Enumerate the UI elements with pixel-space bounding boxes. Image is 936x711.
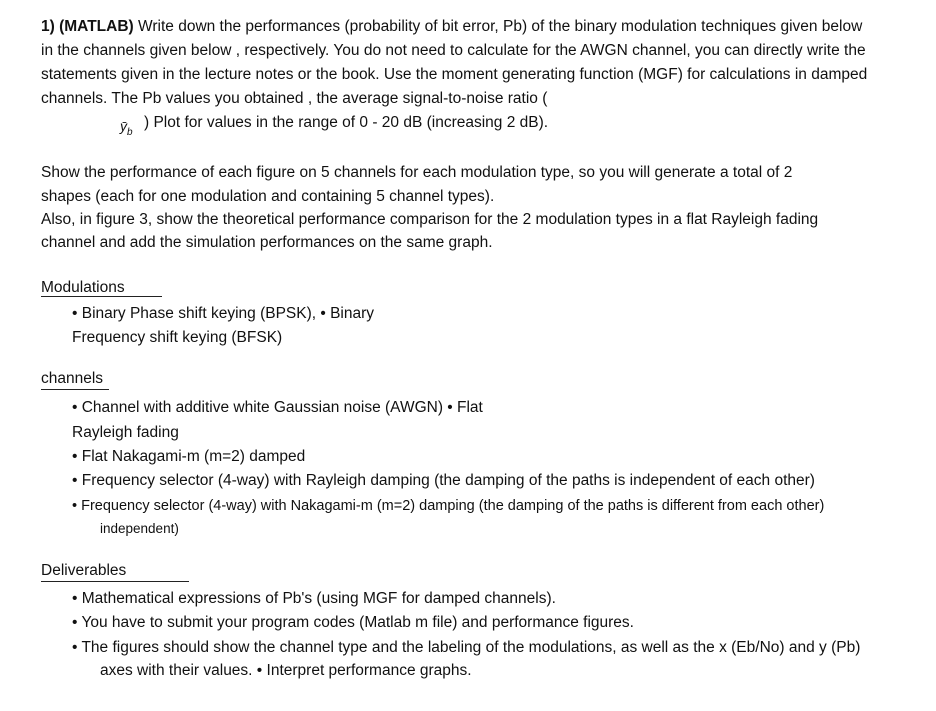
paragraph2-line-4: channel and add the simulation performances on the same graph.	[41, 234, 493, 251]
avg-snr-symbol	[120, 116, 133, 143]
channels-line-2: Rayleigh fading	[72, 424, 179, 441]
question-prefix: 1) (MATLAB)	[41, 18, 134, 35]
question-line-3: statements given in the lecture notes or the book. Use the moment generating function (MGF) for calculations in damped	[41, 66, 868, 83]
question-line-2: in the channels given below , respectively. You do not need to calculate for the AWGN channel, you can directly write the	[41, 42, 866, 59]
channels-underline	[41, 389, 109, 390]
paragraph2-line-2: shapes (each for one modulation and containing 5 channel types).	[41, 188, 495, 205]
paragraph2-line-3: Also, in figure 3, show the theoretical performance comparison for the 2 modulation types in a flat Rayleigh fading	[41, 211, 819, 228]
modulations-line-1: • Binary Phase shift keying (BPSK), • Binary	[72, 305, 375, 322]
channels-line-3: • Flat Nakagami-m (m=2) damped	[72, 448, 306, 465]
deliverables-line-3: • The figures should show the channel type and the labeling of the modulations, as well as the x (Eb/No) and y (Pb)	[72, 639, 861, 656]
channels-heading: channels	[41, 370, 104, 387]
deliverables-line-2: • You have to submit your program codes (Matlab m file) and performance figures.	[72, 614, 634, 631]
modulations-underline	[41, 296, 162, 297]
channels-line-1: • Channel with additive white Gaussian noise (AWGN) • Flat	[72, 399, 483, 416]
deliverables-underline	[41, 581, 189, 582]
question-line-4: channels. The Pb values you obtained , the average signal-to-noise ratio (	[41, 90, 548, 107]
channels-line-5: • Frequency selector (4-way) with Nakagami-m (m=2) damping (the damping of the paths is different from each other)	[72, 498, 825, 514]
question-line-1	[41, 17, 862, 37]
modulations-line-2: Frequency shift keying (BFSK)	[72, 329, 283, 346]
channels-line-6: independent)	[100, 521, 179, 536]
modulations-heading: Modulations	[41, 279, 125, 296]
deliverables-line-4: axes with their values. • Interpret performance graphs.	[100, 662, 472, 679]
question-line-5: ) Plot for values in the range of 0 - 20 dB (increasing 2 dB).	[144, 114, 549, 131]
gamma-subscript: b	[127, 126, 133, 138]
channels-line-4: • Frequency selector (4-way) with Rayleigh damping (the damping of the paths is independent of each other)	[72, 472, 815, 489]
deliverables-heading: Deliverables	[41, 562, 127, 579]
deliverables-line-1: • Mathematical expressions of Pb's (using MGF for damped channels).	[72, 590, 556, 607]
paragraph2-line-1: Show the performance of each figure on 5 channels for each modulation type, so you will generate a total of 2	[41, 164, 793, 181]
gamma-symbol: ȳ	[120, 118, 127, 134]
question-text-1: Write down the performances (probability of bit error, Pb) of the binary modulation techniques given below	[133, 18, 863, 35]
